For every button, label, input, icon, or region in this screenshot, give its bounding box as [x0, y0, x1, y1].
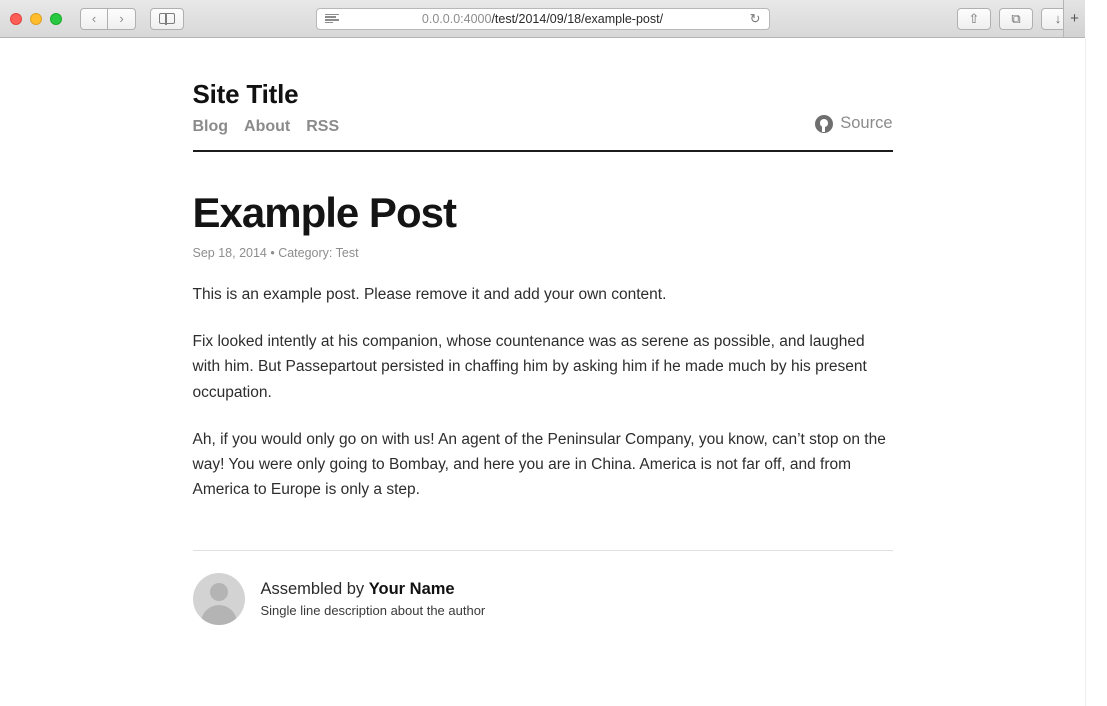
- minimize-window-button[interactable]: [30, 13, 42, 25]
- window-controls: [10, 13, 62, 25]
- tab-overview-icon[interactable]: ⧉: [999, 8, 1033, 30]
- new-tab-button[interactable]: +: [1063, 0, 1085, 38]
- footer-divider: [193, 550, 893, 551]
- source-link-label: Source: [840, 114, 893, 132]
- site-header: [193, 79, 893, 152]
- zoom-window-button[interactable]: [50, 13, 62, 25]
- post-body: [193, 282, 893, 502]
- vertical-scrollbar[interactable]: [1085, 39, 1107, 706]
- downloads-icon[interactable]: ↓: [1041, 8, 1075, 30]
- nav-item-rss[interactable]: RSS: [306, 118, 340, 135]
- share-icon[interactable]: ⇧: [957, 8, 991, 30]
- author-name: Your Name: [368, 579, 455, 598]
- url-path: /test/2014/09/18/example-post/: [491, 11, 664, 26]
- avatar: [193, 573, 245, 625]
- post-paragraph: Fix looked intently at his companion, whose countenance was as serene as possible, and laughed with him. But Passepartout persisted in chaffing him by asking him if he made much by his present occupation.: [192, 333, 867, 401]
- author-byline: [261, 580, 486, 599]
- site-title[interactable]: Site Title: [192, 79, 299, 109]
- author-prefix: Assembled by: [260, 579, 369, 598]
- post-paragraph: This is an example post. Please remove it and add your own content.: [192, 286, 667, 304]
- nav-item-blog[interactable]: Blog: [192, 118, 229, 135]
- site-nav: [193, 118, 340, 136]
- author-info: [261, 580, 486, 618]
- post-paragraph: Ah, if you would only go on with us! An agent of the Peninsular Company, you know, can’t stop on the way! You were only going to Bombay, and here you are in China. America is not far off, and from America to Europe is only a step.: [192, 430, 886, 498]
- close-window-button[interactable]: [10, 13, 22, 25]
- browser-titlebar: [0, 0, 1085, 38]
- navigation-buttons: [80, 8, 136, 30]
- address-bar[interactable]: [316, 8, 770, 30]
- page-container: [193, 39, 893, 625]
- sidebar-icon: [159, 13, 175, 24]
- post-title: Example Post: [192, 189, 456, 236]
- author-description: Single line description about the author: [260, 602, 486, 618]
- sidebar-toggle-button[interactable]: [150, 8, 184, 30]
- site-branding: [193, 79, 340, 136]
- back-button[interactable]: ‹: [80, 8, 108, 30]
- toolbar-right: [957, 8, 1075, 30]
- forward-button[interactable]: ›: [108, 8, 136, 30]
- github-icon: [815, 115, 833, 133]
- page-viewport: [0, 39, 1085, 706]
- source-link[interactable]: [815, 114, 892, 136]
- url-host: 0.0.0.0:4000: [421, 11, 492, 26]
- nav-item-about[interactable]: About: [244, 118, 291, 135]
- reader-view-icon[interactable]: [325, 14, 339, 24]
- post-meta: Sep 18, 2014 • Category: Test: [192, 246, 359, 261]
- author-block: [193, 573, 893, 625]
- reload-icon[interactable]: ↻: [749, 10, 761, 26]
